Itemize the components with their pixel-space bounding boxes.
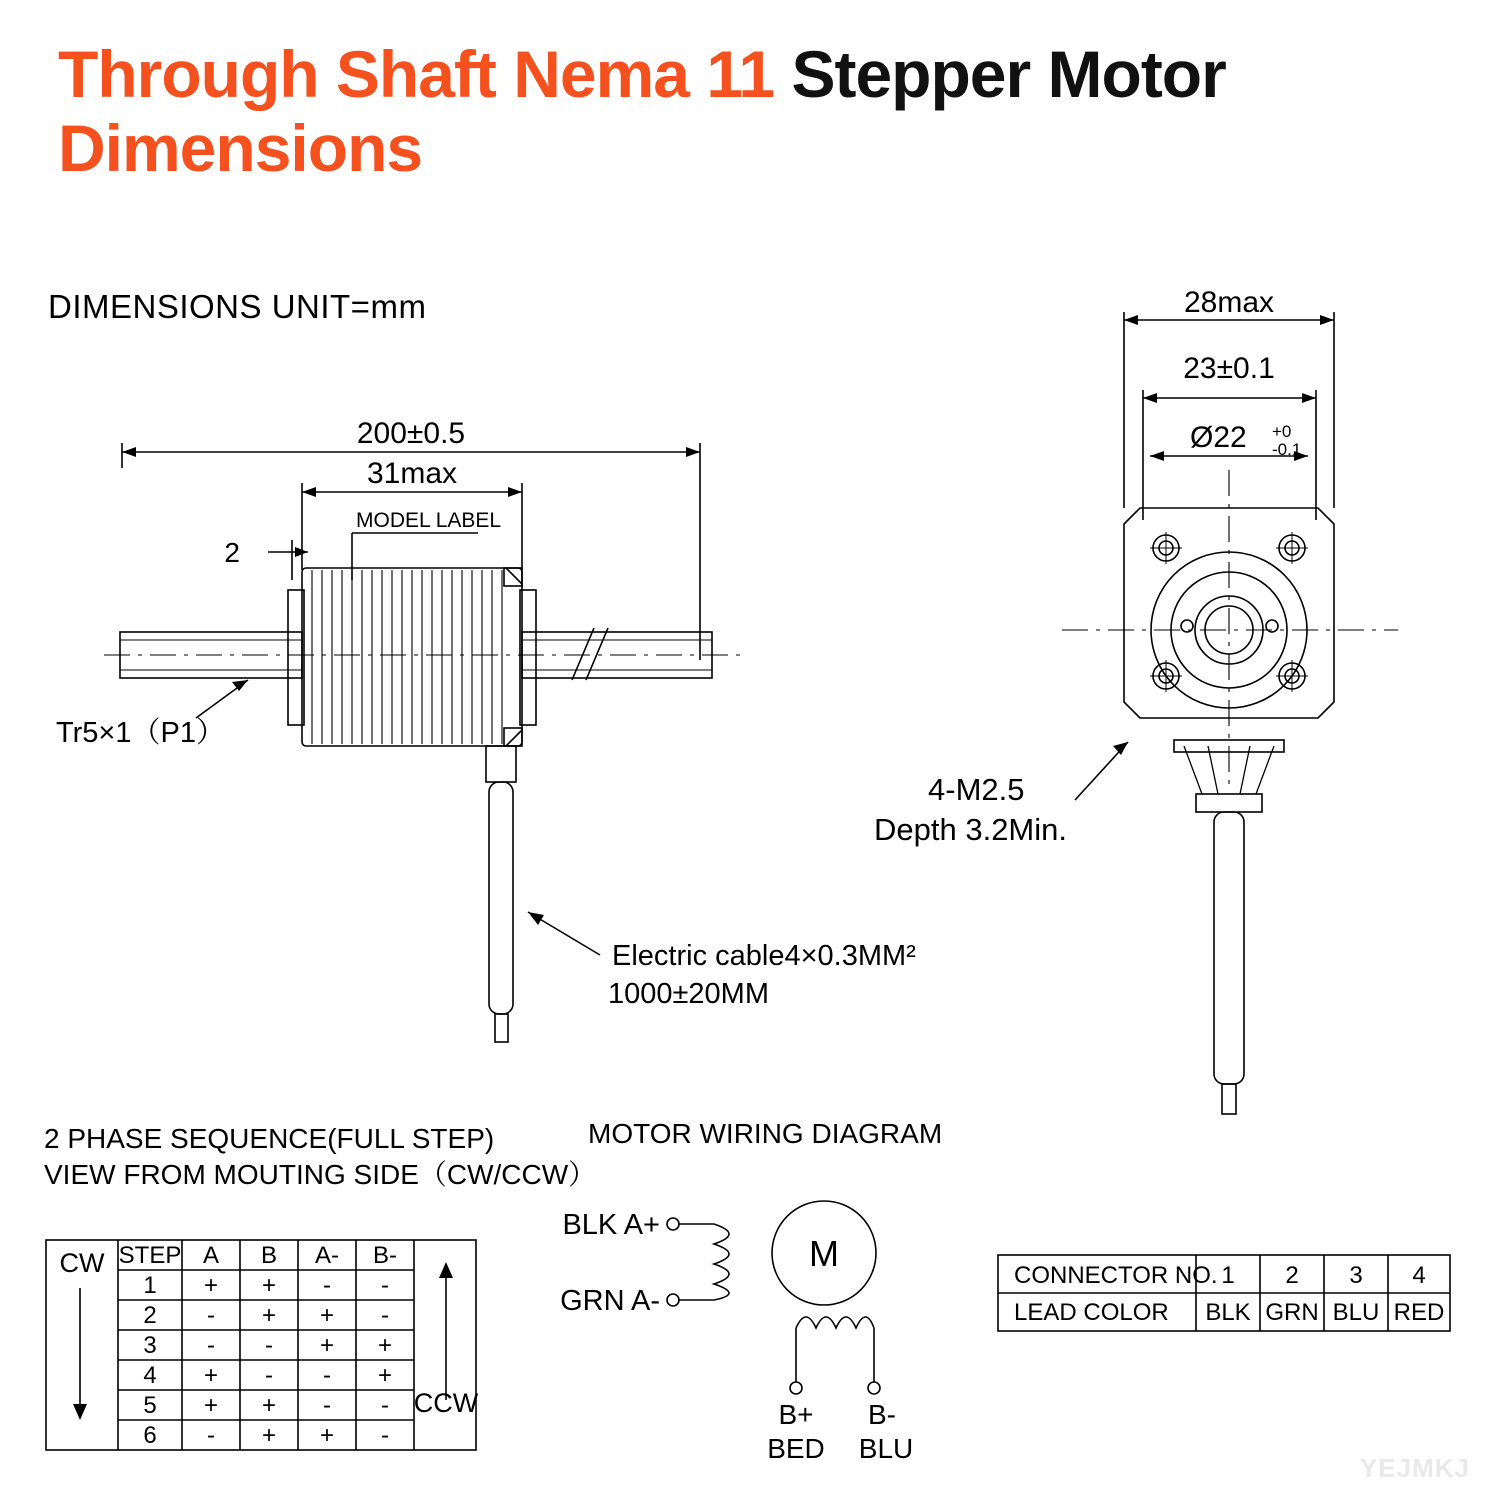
table-cell: - xyxy=(381,1422,389,1449)
phase-col-step: STEP xyxy=(118,1242,182,1269)
table-cell: + xyxy=(261,1302,277,1329)
lead-a-minus-label: GRN A- xyxy=(560,1285,660,1317)
table-cell: + xyxy=(203,1362,219,1389)
phase-col-a-minus: A- xyxy=(315,1242,339,1269)
table-cell: + xyxy=(319,1422,335,1449)
dim-body-length: 31max xyxy=(366,457,458,490)
table-cell: + xyxy=(319,1332,335,1359)
table-cell: - xyxy=(381,1302,389,1329)
connector-no-3: 3 xyxy=(1349,1262,1363,1289)
table-cell: 1 xyxy=(143,1272,157,1299)
wiring-heading: MOTOR WIRING DIAGRAM xyxy=(588,1118,943,1149)
cw-label: CW xyxy=(59,1248,105,1278)
phase-col-b-minus: B- xyxy=(373,1242,397,1269)
dim-bolt-circle: 23±0.1 xyxy=(1183,352,1275,385)
table-cell: - xyxy=(323,1392,331,1419)
lead-color-4: RED xyxy=(1393,1299,1445,1326)
table-cell: 6 xyxy=(143,1422,157,1449)
phase-col-b: B xyxy=(260,1242,278,1269)
table-cell: - xyxy=(207,1302,215,1329)
table-cell: - xyxy=(381,1272,389,1299)
table-cell: + xyxy=(377,1362,393,1389)
page-title-part1: Through Shaft Nema 11 xyxy=(58,37,792,111)
lead-b-plus-label: B+ xyxy=(778,1399,814,1430)
dim-overall-length: 200±0.5 xyxy=(356,417,466,450)
lead-color-row-label: LEAD COLOR xyxy=(1014,1299,1169,1326)
table-cell: 3 xyxy=(143,1332,157,1359)
lead-a-plus-label: BLK A+ xyxy=(562,1209,660,1241)
table-cell: - xyxy=(323,1272,331,1299)
table-cell: + xyxy=(377,1332,393,1359)
dim-width-max: 28max xyxy=(1183,286,1275,319)
table-cell: - xyxy=(323,1362,331,1389)
table-cell: + xyxy=(203,1392,219,1419)
phase-heading-line1: 2 PHASE SEQUENCE(FULL STEP) xyxy=(44,1123,495,1154)
connector-row-label: CONNECTOR NO. xyxy=(1014,1262,1218,1289)
lead-color-3: BLU xyxy=(1332,1299,1380,1326)
lead-b-plus-color: BED xyxy=(767,1433,825,1464)
shaft-thread-label: Tr5×1（P1） xyxy=(56,717,225,749)
table-cell: - xyxy=(265,1332,273,1359)
table-cell: 4 xyxy=(143,1362,157,1389)
table-cell: 2 xyxy=(143,1302,157,1329)
table-cell: + xyxy=(261,1272,277,1299)
dimensions-unit-note: DIMENSIONS UNIT=mm xyxy=(48,288,427,325)
table-cell: + xyxy=(203,1272,219,1299)
lead-color-1: BLK xyxy=(1205,1299,1251,1326)
phase-col-a: A xyxy=(202,1242,220,1269)
phase-heading-line2: VIEW FROM MOUTING SIDE（CW/CCW） xyxy=(44,1159,597,1190)
connector-no-2: 2 xyxy=(1285,1262,1299,1289)
connector-no-1: 1 xyxy=(1221,1262,1235,1289)
table-cell: 5 xyxy=(143,1392,157,1419)
motor-symbol-label: M xyxy=(809,1233,839,1274)
table-cell: - xyxy=(381,1392,389,1419)
dim-label-2: 2 xyxy=(224,537,240,568)
dim-pilot-diameter: Ø22 xyxy=(1190,421,1247,454)
dim-pilot-tol-lower: -0.1 xyxy=(1272,440,1302,459)
table-cell: - xyxy=(207,1332,215,1359)
watermark: YEJMKJ xyxy=(1359,1453,1470,1483)
mount-thread-line1: 4-M2.5 xyxy=(928,772,1025,807)
cable-spec-line1: Electric cable4×0.3MM² xyxy=(612,940,916,972)
table-cell: + xyxy=(261,1422,277,1449)
mount-thread-line2: Depth 3.2Min. xyxy=(874,812,1067,847)
table-cell: - xyxy=(207,1422,215,1449)
connector-no-4: 4 xyxy=(1412,1262,1426,1289)
dim-pilot-tol-upper: +0 xyxy=(1272,422,1292,441)
lead-b-minus-color: BLU xyxy=(858,1433,914,1464)
lead-b-minus-label: B- xyxy=(868,1399,896,1430)
page-title-line2: Dimensions xyxy=(58,110,423,185)
table-cell: + xyxy=(261,1392,277,1419)
cable-spec-line2: 1000±20MM xyxy=(608,978,770,1010)
ccw-label: CCW xyxy=(413,1388,479,1418)
table-cell: + xyxy=(319,1302,335,1329)
lead-color-2: GRN xyxy=(1265,1299,1319,1326)
table-cell: - xyxy=(265,1362,273,1389)
model-label-text: MODEL LABEL xyxy=(356,509,502,532)
page-title-part2: Stepper Motor xyxy=(791,37,1226,111)
